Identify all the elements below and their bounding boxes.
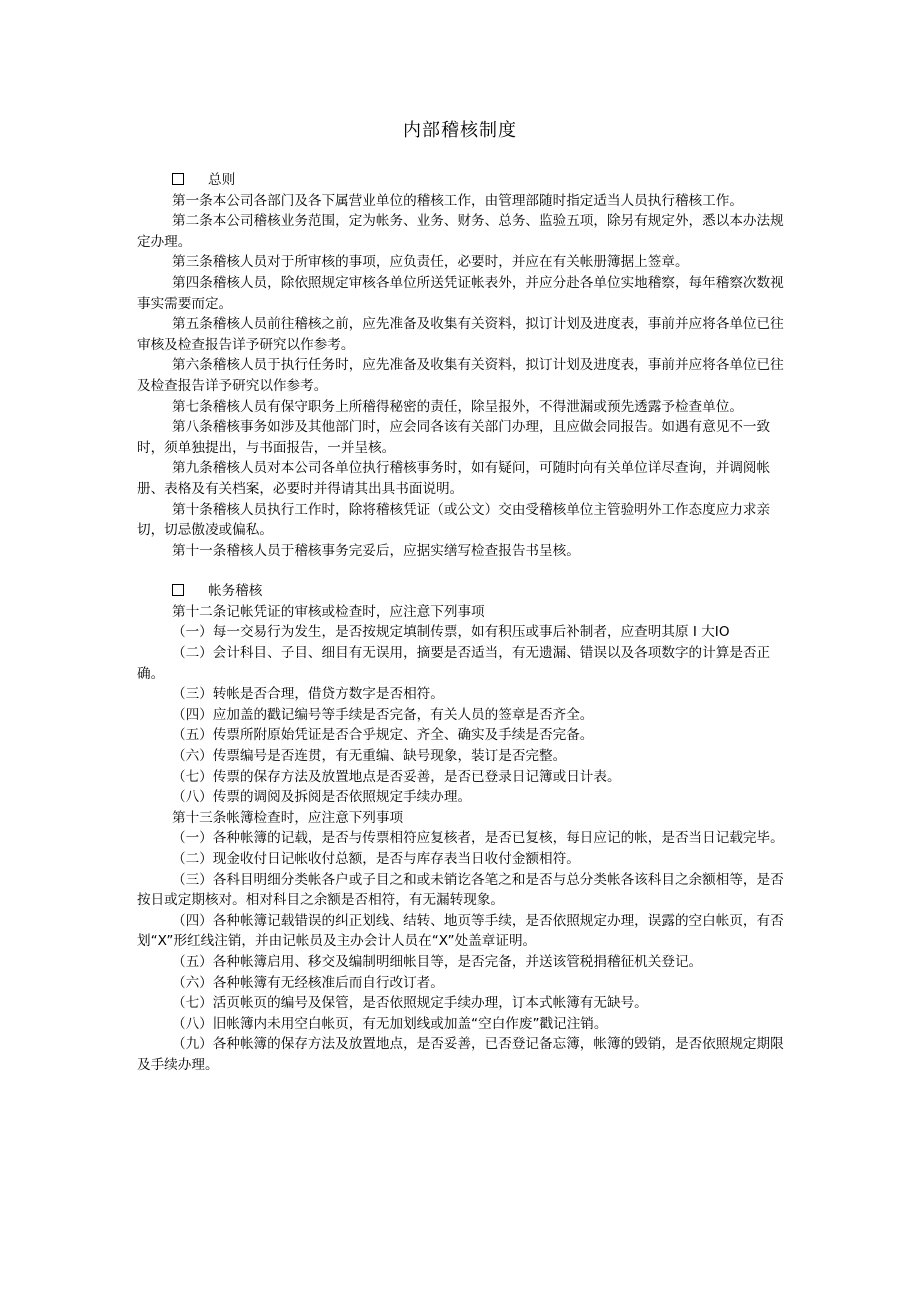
paragraph: （七）传票的保存方法及放置地点是否妥善，是否已登录日记簿或日计表。 xyxy=(172,768,621,785)
paragraph: （六）各种帐簿有无经核准后而自行改订者。 xyxy=(172,974,444,991)
paragraph: （八）传票的调阅及拆阅是否依照规定手续办理。 xyxy=(172,789,472,806)
paragraph: 第七条稽核人员有保守职务上所稽得秘密的责任，除呈报外，不得泄漏或预先透露予检查单位。 xyxy=(172,398,743,415)
paragraph: 第二条本公司稽核业务范围，定为帐务、业务、财务、总务、监验五项，除另有规定外，悉以本办法规定办理。 xyxy=(137,213,784,250)
document-title: 内部稽核制度 xyxy=(403,120,517,141)
paragraph: （一）每一交易行为发生，是否按规定填制传票，如有积压或事后补制者，应查明其原 I 大IO xyxy=(172,624,730,641)
document-body xyxy=(137,170,789,1076)
paragraph: 第一条本公司各部门及各下属营业单位的稽核工作，由管理部随时指定适当人员执行稽核工作。 xyxy=(172,192,743,209)
paragraph: 第四条稽核人员，除依照规定审核各单位所送凭证帐表外，并应分赴各单位实地稽察，每年稽察次数视事实需要而定。 xyxy=(137,274,784,312)
paragraph: （二）现金收付日记帐收付总额，是否与库存表当日收付金额相符。 xyxy=(172,851,580,867)
section-heading-text: 总则 xyxy=(208,172,236,188)
paragraph: 第三条稽核人员对于所审核的事项，应负责任，必要时，并应在有关帐册簿据上签章。 xyxy=(172,254,689,271)
paragraph: （三）各科目明细分类帐各户或子目之和或未销讫各笔之和是否与总分类帐各该科目之余额相等，是否按日或定期核对。相对科目之余额是否相符，有无漏转现象。 xyxy=(137,871,784,909)
paragraph: （三）转帐是否合理，借贷方数字是否相符。 xyxy=(172,686,444,703)
section-heading-general xyxy=(137,170,789,191)
paragraph: 第九条稽核人员对本公司各单位执行稽核事务时，如有疑问，可随时向有关单位详尽查询，并调阅帐册、表格及有关档案，必要时并得请其出具书面说明。 xyxy=(137,460,771,497)
paragraph: （四）应加盖的戳记编号等手续是否完备，有关人员的签章是否齐全。 xyxy=(172,706,594,723)
paragraph: 第十条稽核人员执行工作时，除将稽核凭证（或公文）交由受稽核单位主管验明外工作态度应力求亲切，切忌傲凌或偏私。 xyxy=(137,501,771,539)
paragraph: （五）传票所附原始凭证是否合乎规定、齐全、确实及手续是否完备。 xyxy=(172,727,594,744)
paragraph: 第八条稽核事务如涉及其他部门时，应会同各该有关部门办理，且应做会同报告。如遇有意见不一致时，须单独提出，与书面报告，一并呈核。 xyxy=(137,419,771,456)
paragraph: 第十三条帐簿检查时，应注意下列事项 xyxy=(172,809,404,826)
section-heading-accounts xyxy=(137,581,789,602)
paragraph: （六）传票编号是否连贯，有无重编、缺号现象，装订是否完整。 xyxy=(172,748,567,765)
paragraph: 第十一条稽核人员于稽核事务完妥后，应据实缮写检查报告书呈核。 xyxy=(172,542,580,559)
paragraph: 第六条稽核人员于执行任务时，应先准备及收集有关资料，拟订计划及进度表，事前并应将各单位已往及检查报告详予研究以作参考。 xyxy=(137,357,784,394)
paragraph: （八）旧帐簿内未用空白帐页，有无加划线或加盖“空白作废”戳记注销。 xyxy=(172,1015,608,1032)
paragraph: （五）各种帐簿启用、移交及编制明细帐目等，是否完备，并送该管税捐稽征机关登记。 xyxy=(172,953,703,970)
section-spacer xyxy=(137,561,789,581)
checkbox-icon xyxy=(172,584,184,596)
paragraph: （七）活页帐页的编号及保管，是否依照规定手续办理，订本式帐簿有无缺号。 xyxy=(172,995,648,1012)
paragraph: 第五条稽核人员前往稽核之前，应先准备及收集有关资料，拟订计划及进度表，事前并应将各单位已往审核及检查报告详予研究以作参考。 xyxy=(137,316,784,353)
paragraph: 第十二条记帐凭证的审核或检查时，应注意下列事项 xyxy=(172,603,485,620)
checkbox-icon xyxy=(172,173,184,185)
paragraph: （二）会计科目、子目、细目有无误用，摘要是否适当，有无遗漏、错误以及各项数字的计算是否正确。 xyxy=(137,645,771,682)
paragraph: （九）各种帐簿的保存方法及放置地点，是否妥善，已否登记备忘簿，帐簿的毁销，是否依照规定期限及手续办理。 xyxy=(137,1036,784,1073)
paragraph: （四）各种帐簿记载错误的纠正划线、结转、地页等手续，是否依照规定办理，误露的空白帐页，有否划“X”形红线注销，并由记帐员及主办会计人员在“X”处盖章证明。 xyxy=(137,912,784,950)
section-heading-text: 帐务稽核 xyxy=(208,583,263,600)
paragraph: （一）各种帐簿的记载，是否与传票相符应复核者，是否已复核，每日应记的帐，是否当日记载完毕。 xyxy=(172,830,784,847)
